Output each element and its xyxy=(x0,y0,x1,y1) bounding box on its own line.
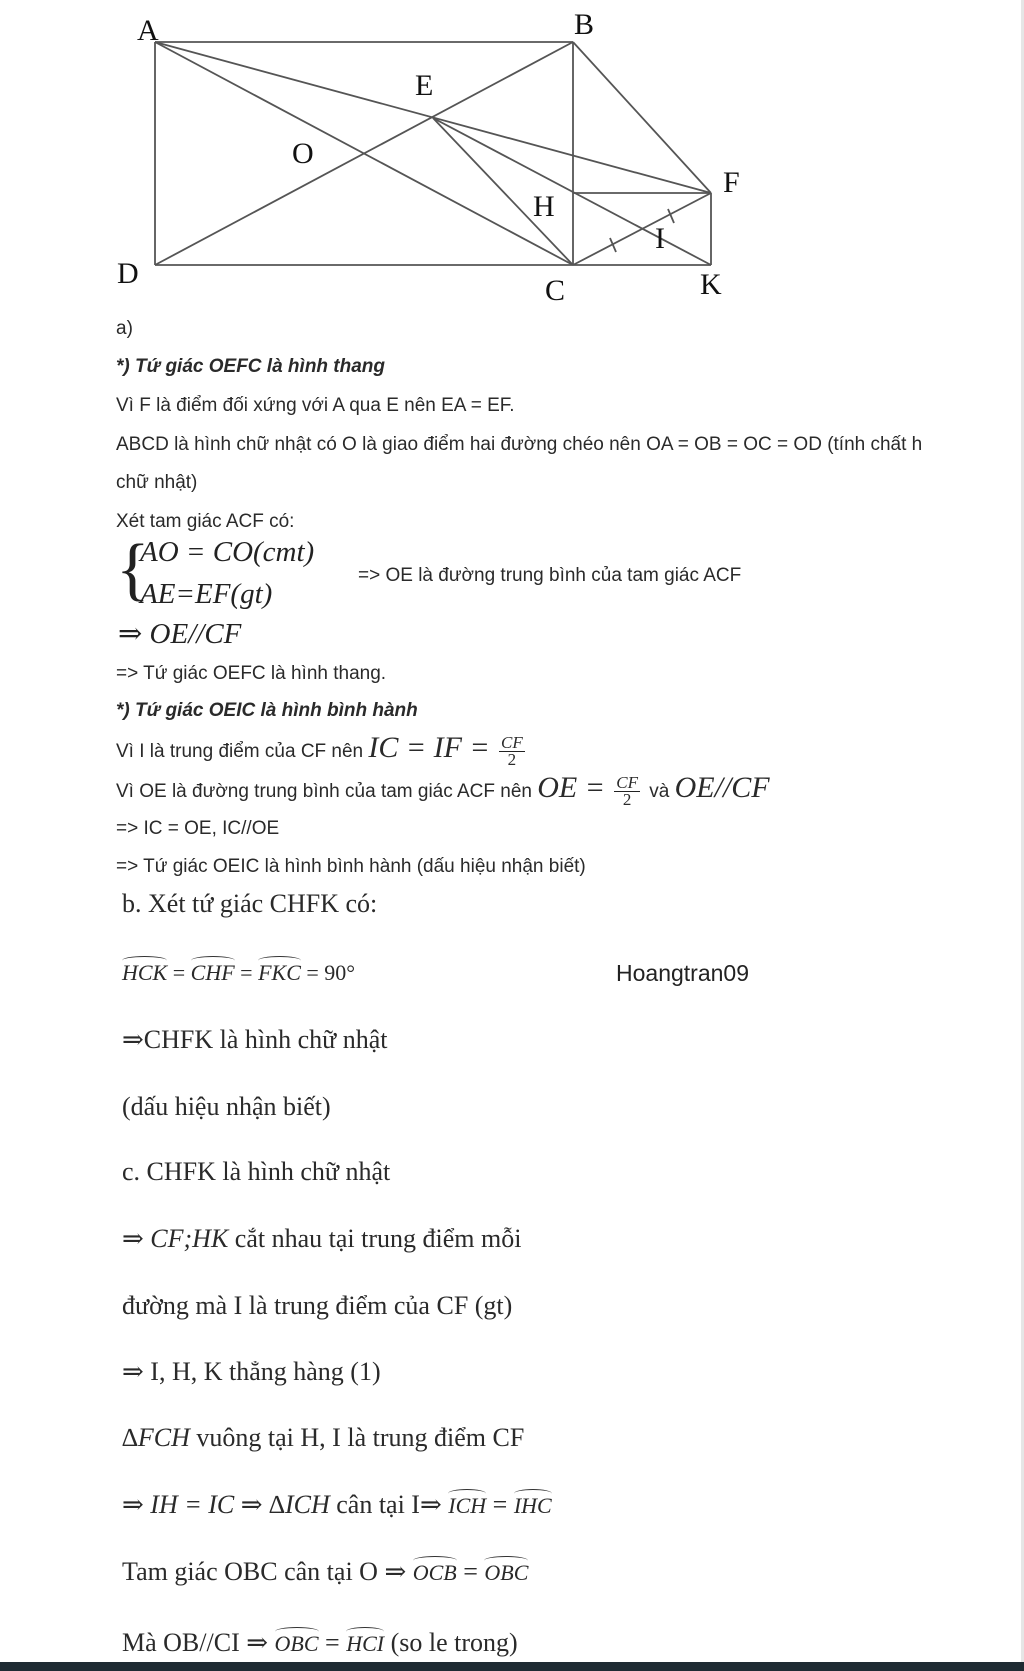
line7-and: và xyxy=(649,781,670,802)
label-b: B xyxy=(574,8,595,41)
line6-prefix: Vì I là trung điểm của CF nên xyxy=(116,741,364,762)
text-line-1: Vì F là điểm đối xứng với A qua E nên EA = EF. xyxy=(116,395,515,416)
tick-if xyxy=(668,209,674,223)
c-line-4: ⇒ I, H, K thẳng hàng (1) xyxy=(122,1357,381,1386)
c-line-6: ⇒ IH = IC ⇒ ∆ICH cân tại I⇒ ICH = IHC xyxy=(122,1490,552,1519)
label-c: C xyxy=(545,274,566,307)
text-line-2: ABCD là hình chữ nhật có O là giao điểm hai đường chéo nên OA = OB = OC = OD (tính chất h xyxy=(116,434,923,455)
angle-ocb: OCB xyxy=(412,1560,457,1585)
system-line-2: AE=EF(gt) xyxy=(140,578,273,610)
label-o: O xyxy=(292,137,314,170)
bottom-bar xyxy=(0,1662,1024,1671)
line7-tail: OE//CF xyxy=(674,771,770,804)
geometry-figure xyxy=(0,0,1024,330)
c-line8-text: Mà OB//CI ⇒ xyxy=(122,1628,269,1657)
c-line-7: Tam giác OBC cân tại O ⇒ OCB = OBC xyxy=(122,1557,529,1586)
angle-hci: HCI xyxy=(346,1631,385,1656)
text-line-7 xyxy=(116,768,770,812)
label-d: D xyxy=(117,257,139,290)
segment-ek xyxy=(433,118,711,265)
angle-chf: CHF xyxy=(190,960,235,985)
system-conclusion: => OE là đường trung bình của tam giác ACF xyxy=(358,565,742,586)
label-k: K xyxy=(700,268,722,301)
c-line-3: đường mà I là trung điểm của CF (gt) xyxy=(122,1291,513,1320)
part-b-heading: b. Xét tứ giác CHFK có: xyxy=(122,889,378,918)
fraction-cf-2-b: $\frac{CF}{2}$ xyxy=(616,773,638,810)
system-line-1: AO = CO(cmt) xyxy=(140,536,315,568)
c-line-8: Mà OB//CI ⇒ OBC = HCI (so le trong) xyxy=(122,1628,518,1657)
line7-math: OE = xyxy=(537,771,605,804)
angle-fkc: FKC xyxy=(258,960,301,985)
label-f: F xyxy=(723,166,740,199)
text-line-4: Xét tam giác ACF có: xyxy=(116,511,295,532)
text-line-6 xyxy=(116,728,529,772)
c-line-5 xyxy=(122,1423,524,1453)
text-line-9: => Tứ giác OEIC là hình bình hành (dấu hiệu nhận biết) xyxy=(116,856,586,877)
implies-parallel: ⇒ OE//CF xyxy=(118,618,242,650)
system-brace: { xyxy=(116,531,150,608)
c-line6-text: cân tại I⇒ xyxy=(336,1490,442,1519)
c-line6-math: ⇒ IH = IC ⇒ ∆ICH xyxy=(122,1490,330,1519)
label-i: I xyxy=(655,222,665,255)
angle-obc: OBC xyxy=(484,1560,529,1585)
segment-af xyxy=(155,42,711,193)
c-line5-math: ∆FCH xyxy=(122,1423,190,1452)
text-line-3: chữ nhật) xyxy=(116,472,198,493)
angle-value: = 90° xyxy=(306,960,356,985)
heading-trapezoid: *) Tứ giác OEFC là hình thang xyxy=(116,356,386,377)
angle-ihc: IHC xyxy=(513,1493,552,1518)
part-a-label: a) xyxy=(116,318,133,339)
label-h: H xyxy=(533,190,555,223)
c-line7-text: Tam giác OBC cân tại O ⇒ xyxy=(122,1557,407,1586)
label-e: E xyxy=(415,69,434,102)
angle-obc-2: OBC xyxy=(274,1631,319,1656)
author-watermark: Hoangtran09 xyxy=(616,960,749,986)
b-line-2: ⇒CHFK là hình chữ nhật xyxy=(122,1025,388,1054)
b-line-3: (dấu hiệu nhận biết) xyxy=(122,1092,331,1121)
heading-parallelogram: *) Tứ giác OEIC là hình bình hành xyxy=(116,700,418,721)
segment-bf xyxy=(573,42,711,193)
c-line2-math: ⇒ CF;HK xyxy=(122,1224,229,1253)
part-c-heading: c. CHFK là hình chữ nhật xyxy=(122,1157,391,1186)
text-line-8: => IC = OE, IC//OE xyxy=(116,818,280,839)
fraction-cf-2: $\frac{CF}{2}$ xyxy=(501,733,523,770)
angle-equation: HCK = CHF = FKC = 90° xyxy=(122,960,356,985)
text-line-5: => Tứ giác OEFC là hình thang. xyxy=(116,663,387,684)
angle-hck: HCK xyxy=(122,960,168,985)
line6-math: IC = IF = xyxy=(368,731,490,764)
angle-ich: ICH xyxy=(448,1493,487,1518)
label-a: A xyxy=(137,14,159,47)
c-line2-text: cắt nhau tại trung điểm mỗi xyxy=(234,1224,522,1253)
c-line5-text: vuông tại H, I là trung điểm CF xyxy=(196,1423,525,1452)
line7-prefix: Vì OE là đường trung bình của tam giác ACF nên xyxy=(116,781,532,802)
c-line8-tail: (so le trong) xyxy=(390,1628,518,1657)
c-line-2 xyxy=(122,1224,521,1254)
